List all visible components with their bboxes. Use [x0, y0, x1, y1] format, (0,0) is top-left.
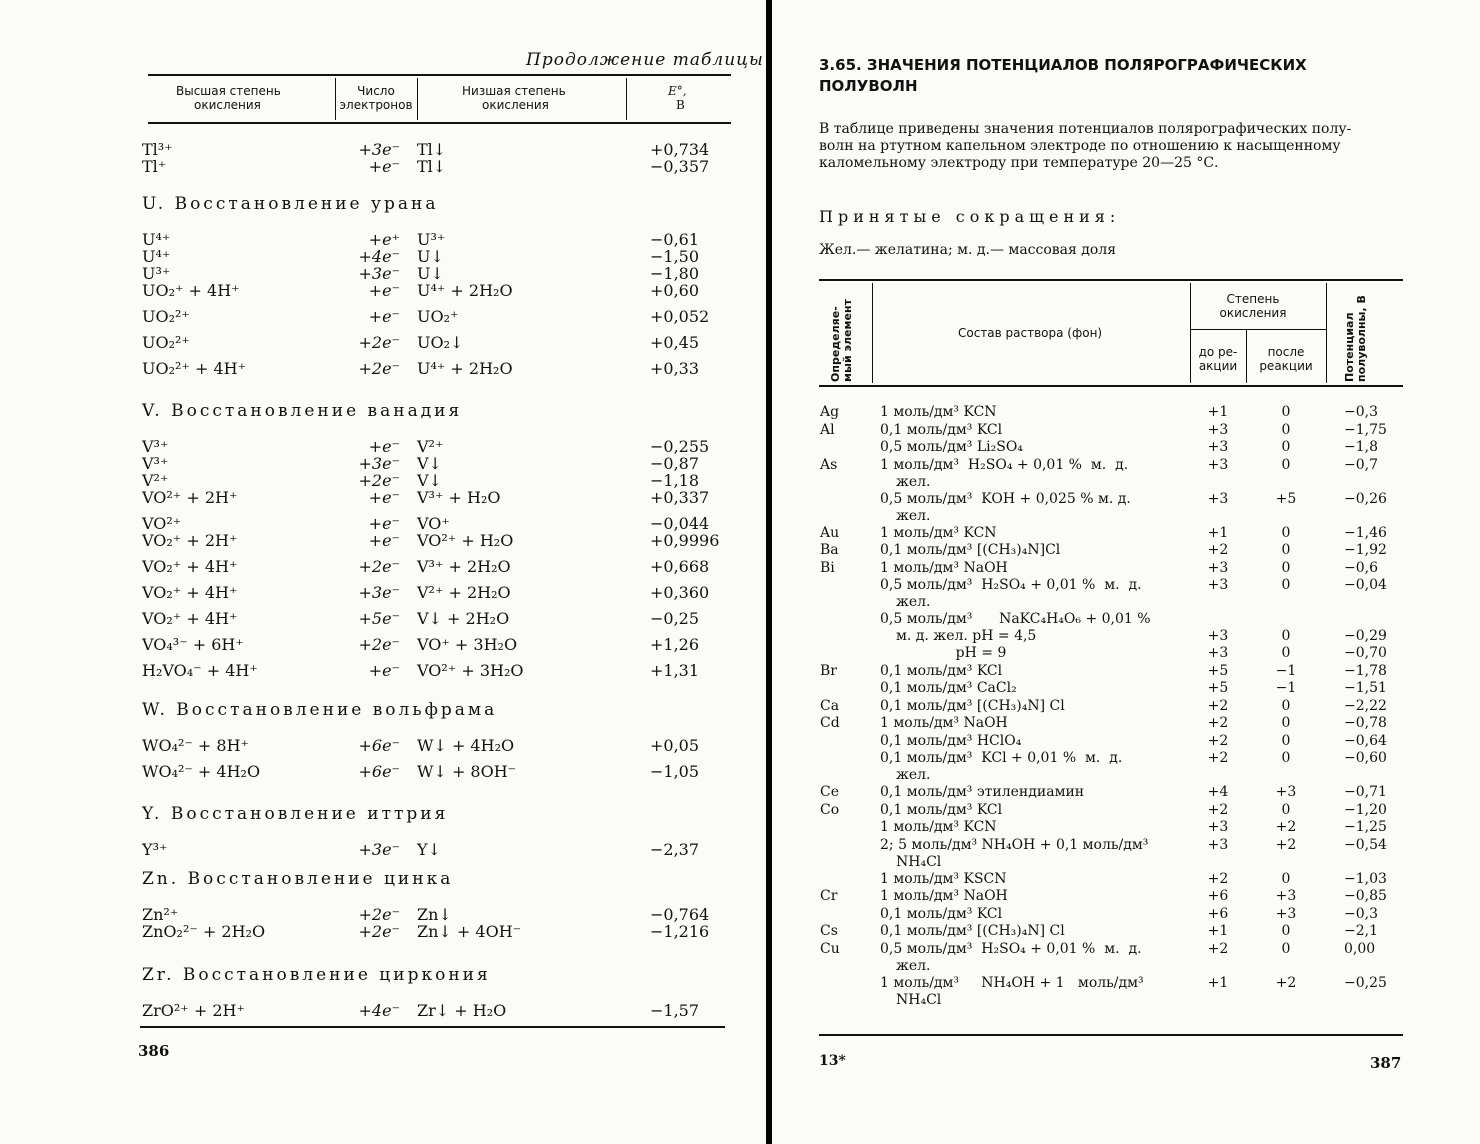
- oxidation-after: 0: [1281, 577, 1291, 593]
- element-symbol: Al: [820, 421, 835, 438]
- electron-count: +e⁻: [368, 531, 400, 550]
- lower-oxidation-state: U⁴⁺ + 2H₂O: [417, 281, 513, 300]
- standard-potential: −0,044: [650, 514, 710, 533]
- right-table-bottom-rule: [819, 1034, 1403, 1036]
- standard-potential: +0,734: [650, 140, 710, 159]
- higher-oxidation-state: VO₂⁺ + 4H⁺: [142, 583, 238, 602]
- table-top-rule: [148, 74, 731, 76]
- standard-potential: −1,216: [650, 922, 710, 941]
- solution-composition: жел.: [896, 957, 931, 974]
- higher-oxidation-state: ZrO²⁺ + 2H⁺: [142, 1001, 245, 1020]
- standard-potential: +0,668: [650, 557, 710, 576]
- page-signature: 13*: [819, 1053, 846, 1069]
- section-title: 3.65. ЗНАЧЕНИЯ ПОТЕНЦИАЛОВ ПОЛЯРОГРАФИЧЕСКИХ ПОЛУВОЛН: [819, 56, 1307, 95]
- lower-oxidation-state: V↓: [417, 471, 442, 490]
- electron-count: +2e⁻: [358, 359, 400, 378]
- standard-potential: −1,18: [650, 471, 700, 490]
- solution-composition: 1 моль/дм³ KSCN: [880, 870, 1007, 887]
- solution-composition: 0,5 моль/дм³ H₂SO₄ + 0,01 % м. д.: [880, 577, 1142, 593]
- half-wave-potential: −0,25: [1344, 974, 1387, 991]
- lower-oxidation-state: V³⁺ + H₂O: [417, 488, 501, 507]
- electron-count: +5e⁻: [358, 609, 400, 628]
- half-wave-potential: −1,8: [1344, 439, 1378, 455]
- oxidation-after: +2: [1275, 974, 1297, 991]
- lower-oxidation-state: V²⁺ + 2H₂O: [417, 583, 511, 602]
- lower-oxidation-state: V³⁺ + 2H₂O: [417, 557, 511, 576]
- electron-count: +2e⁻: [358, 905, 400, 924]
- solution-composition: 0,5 моль/дм³ NaKC₄H₄O₆ + 0,01 %: [880, 611, 1151, 627]
- lower-oxidation-state: U⁴⁺ + 2H₂O: [417, 359, 513, 378]
- element-symbol: Co: [820, 801, 840, 818]
- half-wave-potential: −0,6: [1344, 559, 1378, 576]
- oxidation-before: +5: [1207, 680, 1229, 696]
- element-symbol: Au: [820, 524, 840, 541]
- oxidation-before: +2: [1207, 940, 1229, 957]
- section-heading: Zr. Восстановление циркония: [142, 965, 491, 985]
- oxidation-before: +1: [1207, 923, 1229, 939]
- page-number-right: 387: [1370, 1054, 1402, 1072]
- oxidation-before: +2: [1207, 801, 1229, 818]
- higher-oxidation-state: UO₂⁺ + 4H⁺: [142, 281, 240, 300]
- header-electrons: Число электронов: [339, 84, 413, 112]
- oxidation-after: +2: [1275, 819, 1297, 835]
- right-page: [772, 0, 1480, 1144]
- intro-text: В таблице приведены значения потенциалов полярографических полу- волн на ртутном капельном электроде по отношению к насыщенному каломельному электроду при температуре 20—25 °С.: [819, 121, 1352, 171]
- oxidation-after: 0: [1281, 732, 1291, 749]
- solution-composition: 1 моль/дм³ NH₄OH + 1 моль/дм³: [880, 974, 1144, 991]
- oxidation-before: +2: [1207, 697, 1229, 714]
- half-wave-potential: −1,20: [1344, 801, 1387, 818]
- lower-oxidation-state: Zn↓ + 4OH⁻: [417, 922, 522, 941]
- lower-oxidation-state: VO⁺: [417, 514, 450, 533]
- solution-composition: 0,1 моль/дм³ KCl: [880, 421, 1003, 438]
- solution-composition: жел.: [896, 473, 931, 490]
- electron-count: +e⁻: [368, 157, 400, 176]
- oxidation-after: +2: [1275, 836, 1297, 853]
- higher-oxidation-state: V³⁺: [142, 454, 169, 473]
- solution-composition: 1 моль/дм³ KCN: [880, 524, 997, 541]
- lower-oxidation-state: VO²⁺ + 3H₂O: [417, 661, 524, 680]
- higher-oxidation-state: WO₄²⁻ + 4H₂O: [142, 762, 261, 781]
- element-symbol: As: [820, 456, 838, 473]
- solution-composition: жел.: [896, 507, 931, 524]
- oxidation-before: +3: [1207, 836, 1229, 853]
- electron-count: +4e⁻: [358, 1001, 400, 1020]
- solution-composition: жел.: [896, 594, 931, 610]
- higher-oxidation-state: UO₂²⁺ + 4H⁺: [142, 359, 247, 378]
- solution-composition: 0,1 моль/дм³ [(CH₃)₄N] Cl: [880, 697, 1065, 714]
- electron-count: +6e⁻: [358, 736, 400, 755]
- electron-count: +2e⁻: [358, 471, 400, 490]
- electron-count: +e⁺: [368, 230, 400, 249]
- half-wave-potential: −1,75: [1344, 421, 1387, 438]
- half-wave-potential: −0,7: [1344, 456, 1378, 473]
- higher-oxidation-state: VO²⁺: [142, 514, 182, 533]
- electron-count: +2e⁻: [358, 635, 400, 654]
- oxidation-before: +2: [1207, 870, 1229, 887]
- higher-oxidation-state: U⁴⁺: [142, 247, 171, 266]
- oxidation-after: 0: [1281, 542, 1291, 558]
- oxidation-after: 0: [1281, 750, 1291, 766]
- header-before: до ре- акции: [1198, 345, 1238, 373]
- solution-composition: 0,1 моль/дм³ HClO₄: [880, 732, 1022, 749]
- solution-composition: 0,5 моль/дм³ H₂SO₄ + 0,01 % м. д.: [880, 940, 1142, 957]
- oxidation-after: +5: [1275, 490, 1297, 507]
- solution-composition: 2; 5 моль/дм³ NH₄OH + 0,1 моль/дм³: [880, 836, 1149, 853]
- oxidation-after: 0: [1281, 439, 1291, 455]
- oxidation-after: +3: [1275, 888, 1297, 904]
- standard-potential: +0,337: [650, 488, 710, 507]
- half-wave-potential: −0,3: [1344, 404, 1378, 420]
- standard-potential: −0,87: [650, 454, 700, 473]
- abbreviations-heading: Принятые сокращения:: [819, 207, 1121, 226]
- standard-potential: −1,50: [650, 247, 700, 266]
- solution-composition: 1 моль/дм³ H₂SO₄ + 0,01 % м. д.: [880, 456, 1129, 473]
- page-number-left: 386: [138, 1042, 170, 1060]
- oxidation-before: +3: [1207, 577, 1229, 593]
- element-symbol: Cs: [820, 923, 838, 939]
- higher-oxidation-state: VO₄³⁻ + 6H⁺: [142, 635, 244, 654]
- standard-potential: +0,60: [650, 281, 700, 300]
- lower-oxidation-state: U↓: [417, 247, 444, 266]
- solution-composition: 1 моль/дм³ KCN: [880, 404, 997, 420]
- lower-oxidation-state: V²⁺: [417, 437, 444, 456]
- half-wave-potential: −0,3: [1344, 905, 1378, 922]
- oxidation-before: +2: [1207, 542, 1229, 558]
- abbreviations-line: Жел.— желатина; м. д.— массовая доля: [819, 242, 1117, 258]
- standard-potential: −2,37: [650, 840, 700, 859]
- element-symbol: Br: [820, 662, 837, 679]
- oxidation-after: 0: [1281, 645, 1291, 661]
- standard-potential: +0,45: [650, 333, 700, 352]
- header-solution: Состав раствора (фон): [958, 326, 1103, 340]
- electron-count: +e⁻: [368, 281, 400, 300]
- electron-count: +2e⁻: [358, 557, 400, 576]
- half-wave-potential: −1,03: [1344, 870, 1387, 887]
- solution-composition: 0,1 моль/дм³ KCl + 0,01 % м. д.: [880, 750, 1123, 766]
- lower-oxidation-state: U↓: [417, 264, 444, 283]
- lower-oxidation-state: W↓ + 4H₂O: [417, 736, 515, 755]
- section-heading: Y. Восстановление иттрия: [142, 804, 449, 824]
- lower-oxidation-state: V↓ + 2H₂O: [417, 609, 510, 628]
- electron-count: +3e⁻: [358, 583, 400, 602]
- oxidation-after: 0: [1281, 421, 1291, 438]
- oxidation-before: +1: [1207, 524, 1229, 541]
- solution-composition: NH₄Cl: [896, 991, 942, 1008]
- higher-oxidation-state: V²⁺: [142, 471, 169, 490]
- lower-oxidation-state: Y↓: [417, 840, 441, 859]
- right-table-top-rule: [819, 279, 1403, 281]
- standard-potential: +0,33: [650, 359, 700, 378]
- oxidation-before: +1: [1207, 974, 1229, 991]
- oxidation-after: +3: [1275, 905, 1297, 922]
- solution-composition: 0,5 моль/дм³ Li₂SO₄: [880, 439, 1023, 455]
- half-wave-potential: −0,54: [1344, 836, 1387, 853]
- half-wave-potential: −1,51: [1344, 680, 1387, 696]
- section-heading: V. Восстановление ванадия: [142, 401, 463, 421]
- half-wave-potential: −1,46: [1344, 524, 1387, 541]
- half-wave-potential: −0,78: [1344, 715, 1387, 731]
- half-wave-potential: −1,78: [1344, 662, 1387, 679]
- half-wave-potential: −0,04: [1344, 577, 1387, 593]
- standard-potential: −0,764: [650, 905, 710, 924]
- oxidation-before: +3: [1207, 456, 1229, 473]
- higher-oxidation-state: ZnO₂²⁻ + 2H₂O: [142, 922, 266, 941]
- element-symbol: Ba: [820, 542, 839, 558]
- solution-composition: 0,1 моль/дм³ этилендиамин: [880, 784, 1085, 800]
- oxidation-before: +3: [1207, 645, 1229, 661]
- element-symbol: Cd: [820, 715, 840, 731]
- half-wave-potential: 0,00: [1344, 940, 1376, 957]
- element-symbol: Ce: [820, 784, 839, 800]
- lower-oxidation-state: UO₂↓: [417, 333, 464, 352]
- standard-potential: −1,05: [650, 762, 700, 781]
- standard-potential: +0,360: [650, 583, 710, 602]
- section-heading: U. Восстановление урана: [142, 194, 439, 214]
- oxidation-after: 0: [1281, 697, 1291, 714]
- electron-count: +e⁻: [368, 488, 400, 507]
- header-oxidation: Степень окисления: [1219, 292, 1287, 320]
- electron-count: +e⁻: [368, 307, 400, 326]
- oxidation-after: +3: [1275, 784, 1297, 800]
- higher-oxidation-state: Tl³⁺: [142, 140, 173, 159]
- oxidation-before: +3: [1207, 439, 1229, 455]
- oxidation-after: 0: [1281, 870, 1291, 887]
- oxidation-before: +3: [1207, 421, 1229, 438]
- element-symbol: Cu: [820, 940, 840, 957]
- lower-oxidation-state: Zn↓: [417, 905, 452, 924]
- header-lower-oxidation: Низшая степень окисления: [462, 84, 566, 112]
- oxidation-before: +3: [1207, 819, 1229, 835]
- right-header-bottom-rule: [819, 385, 1403, 387]
- oxidation-after: 0: [1281, 715, 1291, 731]
- lower-oxidation-state: VO⁺ + 3H₂O: [417, 635, 518, 654]
- header-bottom-rule: [148, 122, 731, 124]
- lower-oxidation-state: Zr↓ + H₂O: [417, 1001, 507, 1020]
- standard-potential: +0,05: [650, 736, 700, 755]
- higher-oxidation-state: VO²⁺ + 2H⁺: [142, 488, 238, 507]
- half-wave-potential: −0,71: [1344, 784, 1387, 800]
- oxidation-before: +6: [1207, 905, 1229, 922]
- half-wave-potential: −0,85: [1344, 888, 1387, 904]
- oxidation-after: −1: [1275, 662, 1297, 679]
- solution-composition: м. д. жел. pH = 4,5: [896, 628, 1037, 644]
- header-potential: E°, В: [668, 84, 687, 112]
- half-wave-potential: −0,60: [1344, 750, 1387, 766]
- oxidation-before: +6: [1207, 888, 1229, 904]
- electron-count: +3e⁻: [358, 454, 400, 473]
- standard-potential: −0,25: [650, 609, 700, 628]
- oxidation-after: 0: [1281, 923, 1291, 939]
- standard-potential: −0,357: [650, 157, 710, 176]
- solution-composition: 1 моль/дм³ NaOH: [880, 715, 1008, 731]
- element-symbol: Ag: [820, 404, 840, 420]
- standard-potential: −1,80: [650, 264, 700, 283]
- oxidation-before: +2: [1207, 715, 1229, 731]
- higher-oxidation-state: U⁴⁺: [142, 230, 171, 249]
- solution-composition: 1 моль/дм³ NaOH: [880, 559, 1008, 576]
- solution-composition: NH₄Cl: [896, 853, 942, 870]
- electron-count: +3e⁻: [358, 840, 400, 859]
- element-symbol: Ca: [820, 697, 840, 714]
- solution-composition: 0,1 моль/дм³ CaCl₂: [880, 680, 1017, 696]
- oxidation-before: +3: [1207, 490, 1229, 507]
- oxidation-after: 0: [1281, 940, 1291, 957]
- standard-potential: −0,255: [650, 437, 710, 456]
- electron-count: +e⁻: [368, 514, 400, 533]
- electron-count: +3e⁻: [358, 264, 400, 283]
- oxidation-before: +3: [1207, 628, 1229, 644]
- solution-composition: 0,1 моль/дм³ [(CH₃)₄N]Cl: [880, 542, 1061, 558]
- section-heading: Zn. Восстановление цинка: [142, 869, 454, 889]
- oxidation-after: 0: [1281, 524, 1291, 541]
- standard-potential: +1,26: [650, 635, 700, 654]
- solution-composition: 0,1 моль/дм³ KCl: [880, 662, 1003, 679]
- standard-potential: +0,9996: [650, 531, 720, 550]
- lower-oxidation-state: UO₂⁺: [417, 307, 459, 326]
- oxidation-after: 0: [1281, 801, 1291, 818]
- higher-oxidation-state: Y³⁺: [142, 840, 168, 859]
- lower-oxidation-state: Tl↓: [417, 140, 447, 159]
- higher-oxidation-state: VO₂⁺ + 4H⁺: [142, 557, 238, 576]
- half-wave-potential: −0,64: [1344, 732, 1387, 749]
- standard-potential: −1,57: [650, 1001, 700, 1020]
- standard-potential: +1,31: [650, 661, 700, 680]
- electron-count: +e⁻: [368, 437, 400, 456]
- lower-oxidation-state: VO²⁺ + H₂O: [417, 531, 514, 550]
- header-element: Определяе-мый элемент: [829, 299, 855, 382]
- element-symbol: Bi: [820, 559, 835, 576]
- higher-oxidation-state: H₂VO₄⁻ + 4H⁺: [142, 661, 258, 680]
- oxidation-before: +2: [1207, 732, 1229, 749]
- higher-oxidation-state: VO₂⁺ + 4H⁺: [142, 609, 238, 628]
- higher-oxidation-state: Zn²⁺: [142, 905, 179, 924]
- solution-composition: pH = 9: [880, 645, 1007, 661]
- header-higher-oxidation: Высшая степень окисления: [176, 84, 281, 112]
- electron-count: +2e⁻: [358, 922, 400, 941]
- oxidation-after: 0: [1281, 456, 1291, 473]
- electron-count: +2e⁻: [358, 333, 400, 352]
- solution-composition: 1 моль/дм³ KCN: [880, 819, 997, 835]
- half-wave-potential: −1,92: [1344, 542, 1387, 558]
- standard-potential: −0,61: [650, 230, 700, 249]
- oxidation-after: 0: [1281, 559, 1291, 576]
- half-wave-potential: −2,22: [1344, 697, 1387, 714]
- electron-count: +3e⁻: [358, 140, 400, 159]
- oxidation-before: +3: [1207, 559, 1229, 576]
- oxidation-after: 0: [1281, 628, 1291, 644]
- solution-composition: жел.: [896, 767, 931, 783]
- higher-oxidation-state: V³⁺: [142, 437, 169, 456]
- solution-composition: 0,1 моль/дм³ KCl: [880, 905, 1003, 922]
- higher-oxidation-state: VO₂⁺ + 2H⁺: [142, 531, 238, 550]
- half-wave-potential: −0,26: [1344, 490, 1387, 507]
- oxidation-before: +2: [1207, 750, 1229, 766]
- solution-composition: 0,5 моль/дм³ KOH + 0,025 % м. д.: [880, 490, 1131, 507]
- half-wave-potential: −0,70: [1344, 645, 1387, 661]
- higher-oxidation-state: UO₂²⁺: [142, 307, 190, 326]
- element-symbol: Cr: [820, 888, 838, 904]
- solution-composition: 1 моль/дм³ NaOH: [880, 888, 1008, 904]
- half-wave-potential: −0,29: [1344, 628, 1387, 644]
- half-wave-potential: −2,1: [1344, 923, 1378, 939]
- higher-oxidation-state: UO₂²⁺: [142, 333, 190, 352]
- lower-oxidation-state: V↓: [417, 454, 442, 473]
- oxidation-before: +1: [1207, 404, 1229, 420]
- half-wave-potential: −1,25: [1344, 819, 1387, 835]
- section-heading: W. Восстановление вольфрама: [142, 700, 498, 720]
- header-potential: Потенциал полуволны, В: [1343, 295, 1369, 382]
- oxidation-after: 0: [1281, 404, 1291, 420]
- lower-oxidation-state: Tl↓: [417, 157, 447, 176]
- electron-count: +6e⁻: [358, 762, 400, 781]
- electron-count: +e⁻: [368, 661, 400, 680]
- lower-oxidation-state: U³⁺: [417, 230, 446, 249]
- solution-composition: 0,1 моль/дм³ KCl: [880, 801, 1003, 818]
- solution-composition: 0,1 моль/дм³ [(CH₃)₄N] Cl: [880, 923, 1065, 939]
- higher-oxidation-state: Tl⁺: [142, 157, 167, 176]
- standard-potential: +0,052: [650, 307, 710, 326]
- oxidation-after: −1: [1275, 680, 1297, 696]
- running-head: Продолжение таблицы: [526, 50, 764, 70]
- table-bottom-rule: [140, 1026, 725, 1028]
- oxidation-before: +5: [1207, 662, 1229, 679]
- electron-count: +4e⁻: [358, 247, 400, 266]
- higher-oxidation-state: WO₄²⁻ + 8H⁺: [142, 736, 249, 755]
- oxidation-before: +4: [1207, 784, 1229, 800]
- higher-oxidation-state: U³⁺: [142, 264, 171, 283]
- header-after: после реакции: [1259, 345, 1313, 373]
- lower-oxidation-state: W↓ + 8OH⁻: [417, 762, 517, 781]
